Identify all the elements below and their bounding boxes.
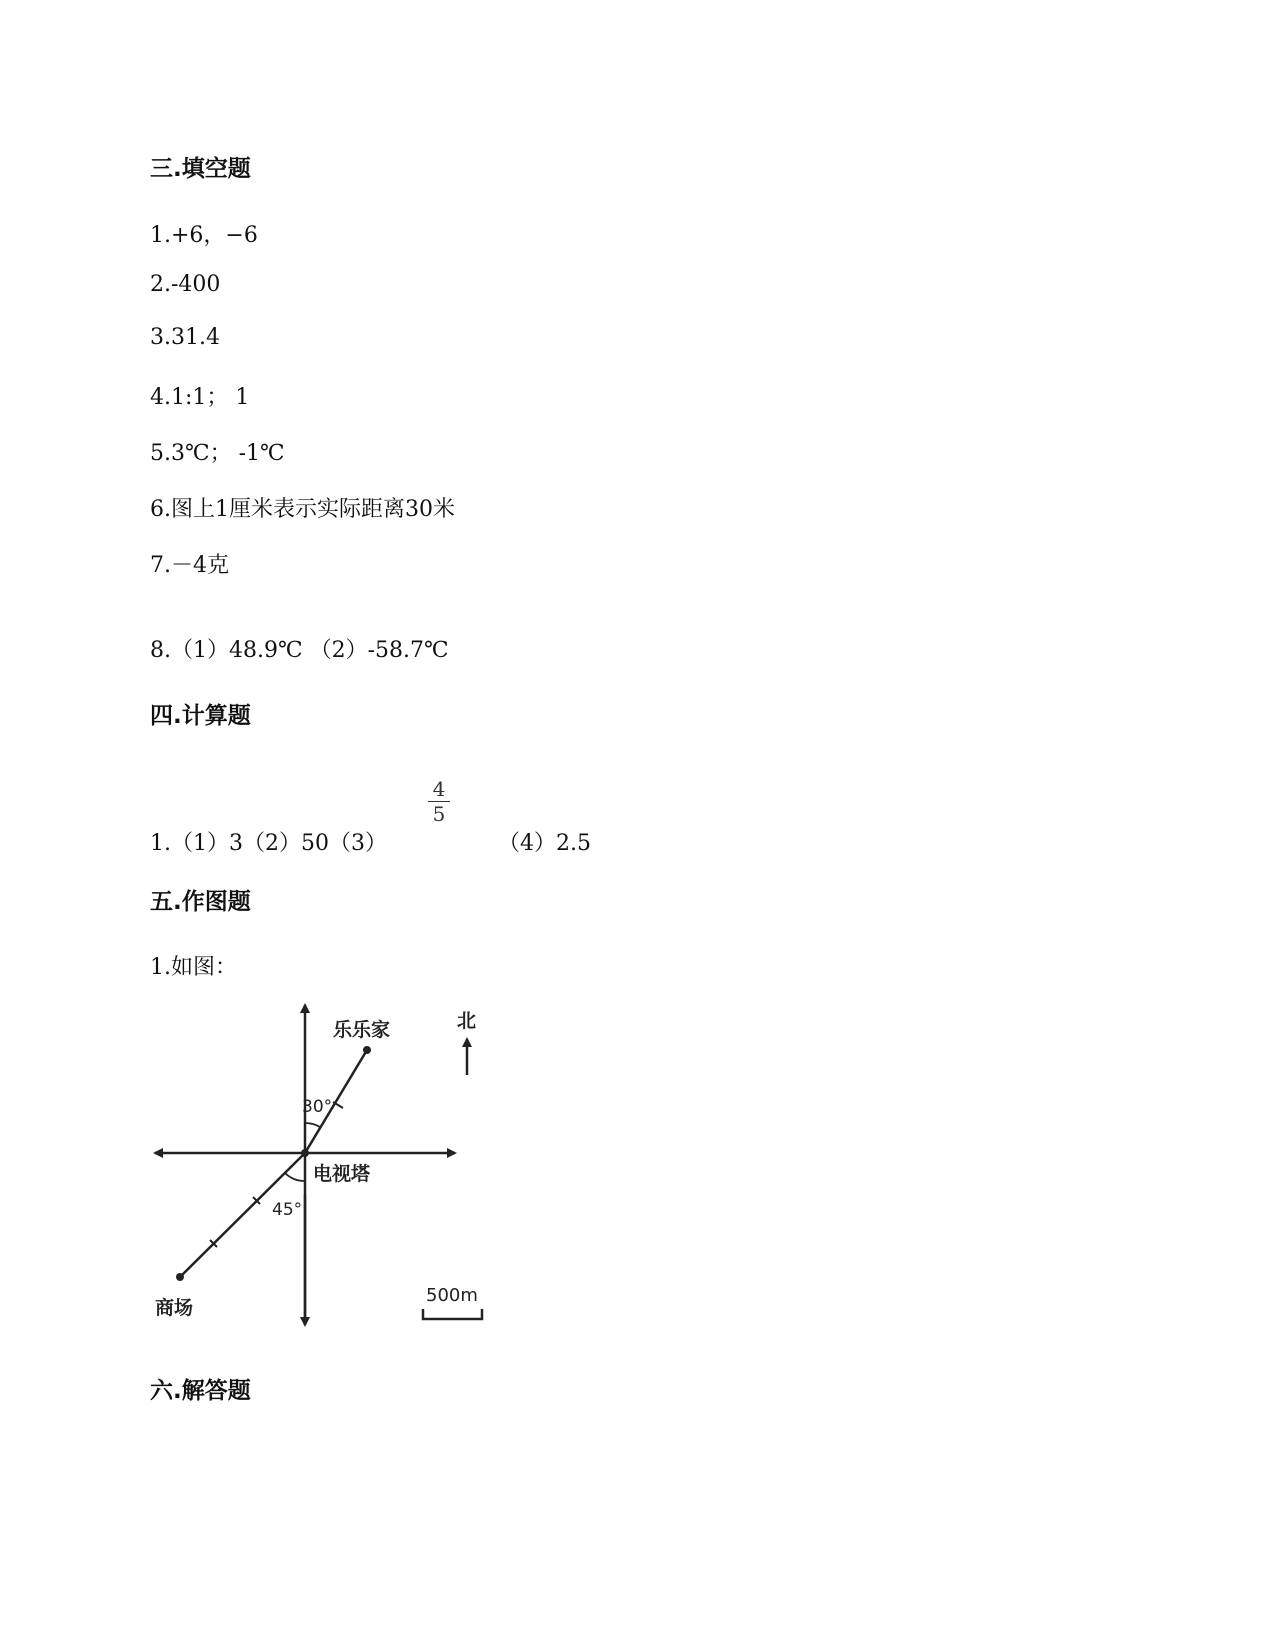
home-point <box>363 1046 371 1054</box>
fraction-four-fifths <box>428 779 450 824</box>
angle-label-45: 45° <box>272 1200 303 1220</box>
fraction-numerator: 4 <box>432 777 446 801</box>
home-label: 乐乐家 <box>333 1019 391 1041</box>
answer-3-5: 5.3℃； -1℃ <box>150 441 285 466</box>
answer-4-1-part4: （4）2.5 <box>498 831 591 856</box>
angle-label-30: 30° <box>302 1097 333 1117</box>
answer-4-1: 1.（1）3（2）50（3） <box>150 831 387 856</box>
fraction-denominator: 5 <box>432 802 446 826</box>
answer-3-2: 2.-400 <box>150 272 221 297</box>
answer-5-1: 1.如图： <box>150 955 237 980</box>
section-5-heading: 五.作图题 <box>150 889 251 915</box>
direction-diagram <box>150 995 510 1340</box>
answer-3-8: 8.（1）48.9℃ （2）-58.7℃ <box>150 638 449 663</box>
section-6-heading: 六.解答题 <box>150 1378 251 1404</box>
scale-bar <box>423 1309 482 1319</box>
section-3-heading: 三.填空题 <box>150 156 251 182</box>
mall-point <box>176 1273 184 1281</box>
mall-label: 商场 <box>155 1297 194 1319</box>
answer-3-7: 7.－4克 <box>150 553 229 578</box>
answer-3-3: 3.31.4 <box>150 325 220 350</box>
tower-label: 电视塔 <box>313 1163 371 1185</box>
answer-3-6: 6.图上1厘米表示实际距离30米 <box>150 497 455 522</box>
answer-3-4: 4.1:1； 1 <box>150 385 250 410</box>
scale-label: 500m <box>426 1285 478 1306</box>
section-4-heading: 四.计算题 <box>150 703 251 729</box>
answer-3-1: 1.+6，−6 <box>150 223 258 248</box>
tower-point <box>301 1149 309 1157</box>
north-label: 北 <box>457 1010 477 1032</box>
angle-arc-30 <box>305 1123 320 1127</box>
angle-arc-45 <box>285 1173 305 1181</box>
